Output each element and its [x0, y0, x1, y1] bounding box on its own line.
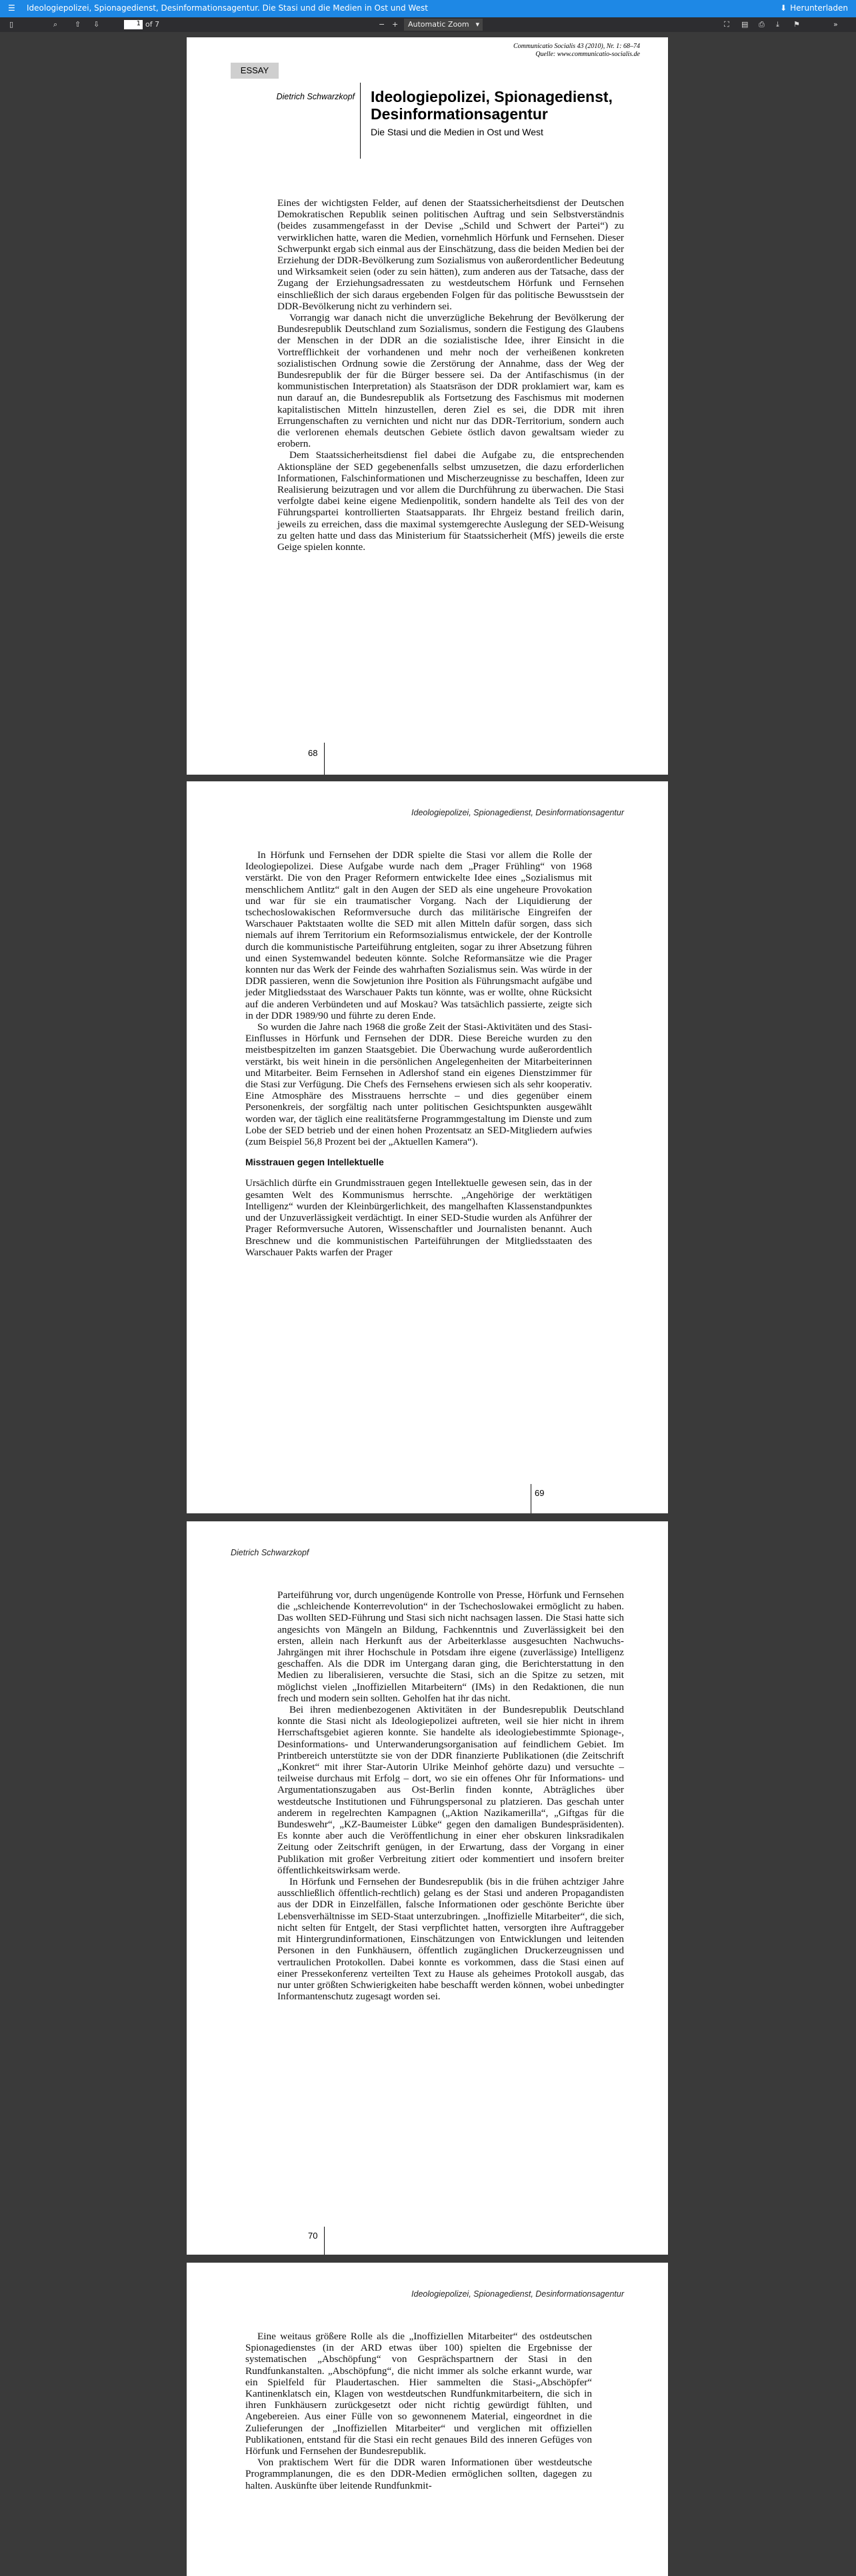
paragraph: Parteiführung vor, durch ungenügende Kontrolle von Presse, Hörfunk und Fernsehen die „schleichende Konterrevolution“ in der Tschechoslowakei ermöglicht zu haben. Das wollten SED-Führung und Stasi sich nicht nachsagen lassen. Die Stasi hatte sich angesichts von Mängeln an Bildung, Fachkenntnis und Zuverlässigkeit bei den ersten, allein nach Herkunft aus der Arbeiterklasse ausgesuchten Nachwuchs-Jahrgängen mit ihrer Hochschule in Potsdam ihre eigene (zuverlässige) Intelligenz geschaffen. Als die DDR im Untergang daran ging, die Berichterstattung in den Medien zu liberalisieren, versuchte die Stasi, sich an die Spitze zu setzen, mit möglichst vielen „Inoffiziellen Mitarbeitern“ (IMs) in den Redaktionen, die nun frech und modern sein sollten. Geholfen hat ihr das nicht. [277, 1589, 624, 1704]
paragraph: Dem Staatssicherheitsdienst fiel dabei die Aufgabe zu, die entsprechenden Aktionspläne der SED gegebenenfalls selbst umzusetzen, die dazu erforderlichen Informationen, Falschinformationen und Mischerzeugnisse zu beschaffen, Ideen zur Realisierung beizutragen und vor allem die Durchführung zu überwachen. Die Stasi verfolgte dabei keine eigene Medienpolitik, sondern handelte als Teil des von der Führungspartei kontrollierten Staatsapparats. Ihr Ehrgeiz bestand freilich darin, jeweils zu erreichen, dass die maximal systemgerechte Auslegung der SED-Weisung zu gelten hatte und dass das Ministerium für Staatssicherheit (MfS) jeweils die erste Geige spielen konnte. [277, 449, 624, 553]
page1-body [277, 197, 624, 553]
article-title-line2: Desinformationsagentur [371, 105, 548, 123]
paragraph: Eines der wichtigsten Felder, auf denen der Staatssicherheitsdienst der Deutschen Demokratischen Republik seinen politischen Auftrag und sein Selbstverständnis (beides zusammengefasst in der Devise „Schild und Schwert der Partei“) zu verwirklichen hatte, waren die Medien, vornehmlich Hörfunk und Fernsehen. Dieser Schwerpunkt ergab sich einmal aus der Einschätzung, dass die beiden Medien bei der Erziehung der DDR-Bevölkerung zum Sozialismus von außerordentlicher Bedeutung und Wirksamkeit seien (oder zu sein hätten), zum anderen aus der Tatsache, dass der Zugang der Erziehungsadressaten zu westdeutschem Hörfunk und Fernsehen einschließlich der sich daraus ergebenden Folgen für das politische Bewusstsein der DDR-Bevölkerung nicht zu verhindern sei. [277, 197, 624, 312]
pdf-page-1 [187, 37, 668, 775]
page-folio: 68 [308, 748, 318, 758]
zoom-select[interactable] [404, 19, 483, 31]
paragraph: Bei ihren medienbezogenen Aktivitäten in der Bundesrepublik Deutschland konnte die Stasi nicht als Ideologiepolizei auftreten, weil sie hier nicht in ihrem Herrschaftsgebiet agieren konnte. Sie handelte als ideologiebestimmte Spionage-, Desinformations- und Unterwanderungsorganisation auf feindlichem Gebiet. Im Printbereich unterstützte sie von der DDR finanzierte Publikationen (die Zeitschrift „Konkret“ mit ihrer Star-Autorin Ulrike Meinhof gehörte dazu) und versuchte – teilweise durchaus mit Erfolg – dort, wo sie ein offenes Ohr für Informations- und Argumentationszugaben aus Ost-Berlin finden konnte, Abträgliches über westdeutsche Institutionen und Führungspersonal zu platzieren. Das geschah unter anderem in regelrechten Kampagnen („Aktion Nazikamerilla“, „Giftgas für die Bundeswehr“, „KZ-Baumeister Lübke“ gegen den damaligen Bundespräsidenten). Es konnte aber auch die Veröffentlichung in einer eher obskuren linksradikalen Zeitung oder Zeitschrift genügen, in der Erwartung, dass der Vorgang in einer Publikation mit großer Verbreitung zitiert oder kommentiert und insofern breiter öffentlichkeitswirksam werde. [277, 1704, 624, 1876]
open-file-icon[interactable]: ▤ [741, 20, 749, 29]
running-head: Dietrich Schwarzkopf [231, 1548, 309, 1557]
previous-page-icon[interactable]: ⇧ [75, 20, 81, 29]
page-folio: 69 [535, 1488, 545, 1498]
paragraph: In Hörfunk und Fernsehen der Bundesrepublik (bis in die frühen achtziger Jahre ausschließlich öffentlich-rechtlich) gelang es der Stasi und anderen Propagandisten aus der DDR in Einzelfällen, falsche Informationen oder geschönte Berichte über Lebensverhältnisse im SED-Staat unterzubringen. „Inoffizielle Mitarbeiter“, die sich, nicht selten für Entgelt, der Stasi verpflichtet hatten, versorgten ihre Auftraggeber mit Hintergrundinformationen, Einschätzungen von Entwicklungen und leitenden Personen in den Funkhäusern, öffentlich zugänglichen Druckerzeugnissen und vertraulichen Protokollen. Dabei konnte es vorkommen, dass die Stasi einen auf einer Pressekonferenz verteilten Text zu Hause als geheimes Protokoll ausgab, das nur unter größten Schwierigkeiten habe beschafft werden können, wobei unbedingter Informantenschutz zugesagt worden sei. [277, 1876, 624, 2003]
paragraph: Von praktischem Wert für die DDR waren Informationen über westdeutsche Programmplanungen, die es den DDR-Medien ermöglichen sollten, dagegen zu halten. Auskünfte über leitende Rundfunkmit- [245, 2457, 592, 2491]
paragraph: Ursächlich dürfte ein Grundmisstrauen gegen Intellektuelle gewesen sein, das in der gesamten Welt des Kommunismus herrschte. „Angehörige der werktätigen Intelligenz“ wurden der Kleinbürgerlichkeit, des mangelhaften Klassenstandpunktes und der Unzuverlässigkeit verdächtigt. In einer SED-Studie wurden als Anführer der Prager Reformversuche Autoren, Wissenschaftler und Journalisten benannt. Auch Breschnew und die kommunistischen Parteiführungen der Mitgliedsstaaten des Warschauer Pakts warfen der Prager [245, 1177, 592, 1258]
sidebar-icon[interactable]: ▯ [9, 20, 14, 29]
download-small-icon[interactable]: ⤓ [776, 20, 779, 29]
page-folio: 70 [308, 2231, 318, 2241]
sidebar-toggle-icon[interactable]: ☰ [8, 3, 15, 13]
article-subtitle: Die Stasi und die Medien in Ost und West [371, 127, 543, 137]
title-divider [360, 83, 361, 159]
author-name: Dietrich Schwarzkopf [276, 92, 355, 101]
print-icon[interactable]: ⎙ [759, 20, 765, 29]
essay-badge: ESSAY [231, 63, 279, 79]
bookmark-icon[interactable]: ⚑ [793, 20, 800, 29]
section-heading: Misstrauen gegen Intellektuelle [245, 1157, 384, 1168]
page-number-input[interactable]: 1 [124, 20, 143, 29]
paragraph: Eine weitaus größere Rolle als die „Inoffiziellen Mitarbeiter“ des ostdeutschen Spionagedienstes (in der ARD etwas über 100) spielten die Ergebnisse der systematischen „Abschöpfung“ von Gesprächspartnern der Stasi in den Rundfunkanstalten. „Abschöpfung“, die nicht immer als solche erkannt wurde, war ein Spielfeld für Plaudertaschen. Hier sammelten die Stasi-„Abschöpfer“ Kantinenklatsch ein, Klagen von westdeutschen Rundfunkmitarbeitern, die sich in ihren Funkhäusern zurückgesetzt oder nicht richtig gewürdigt fühlten, und Angebereien. Aus einer Fülle von so gewonnenem Material, eingeordnet in die Zulieferungen der „Inoffiziellen Mitarbeiter“ und verglichen mit offiziellen Publikationen, entstand für die Stasi ein recht genaues Bild des inneren Gefüges von Hörfunk und Fernsehen der Bundesrepublik. [245, 2331, 592, 2457]
zoom-out-icon[interactable]: − [379, 20, 385, 29]
zoom-in-icon[interactable]: + [392, 20, 399, 29]
viewer-title-bar [0, 0, 856, 17]
chevron-down-icon: ▾ [475, 20, 479, 29]
zoom-value: Automatic Zoom [408, 20, 469, 29]
paragraph: So wurden die Jahre nach 1968 die große Zeit der Stasi-Aktivitäten und des Stasi-Einflusses in Hörfunk und Fernsehen der DDR. Diese Bereiche wurden zu den meistbespitzelten im ganzen Staatsgebiet. Die Überwachung wurde außerordentlich verstärkt, bis weit hinein in die persönlichen Angelegenheiten der Mitarbeiterinnen und Mitarbeiter. Beim Fernsehen in Adlershof stand ein eigenes Dienstzimmer für die Stasi zur Verfügung. Die Chefs des Fernsehens erwiesen sich als sehr kooperativ. Eine Atmosphäre des Misstrauens herrschte – und dies gegenüber einem Personenkreis, der sorgfältig nach unter politischen Gesichtspunkten ausgewählt worden war, der täglich eine realitätsferne Programmgestaltung im Dienste und zum Lobe der SED betrieb und der einen hohen Prozentsatz an SED-Mitgliedern aufwies (zum Beispiel 56,8 Prozent bei der „Aktuellen Kamera“). [245, 1021, 592, 1148]
paragraph: In Hörfunk und Fernsehen der DDR spielte die Stasi vor allem die Rolle der Ideologiepolizei. Diese Aufgabe wurde nach dem „Prager Frühling“ von 1968 verstärkt. Die von den Prager Reformern entwickelte Idee eines „Sozialismus mit menschlichem Antlitz“ galt in den Augen der SED als eine ungeheure Provokation und war für sie ein traumatischer Vorgang. Nach der Liquidierung der tschechoslowakischen Reformversuche durch das militärische Eingreifen der Warschauer Paktstaaten wollte die SED mit allen Mitteln dafür sorgen, dass sich niemals auf ihrem Territorium ein Reformsozialismus entwickele, der der Kontrolle durch die kommunistische Parteiführung entgleiten, sogar zu ihrer Absetzung führen und einen Systemwandel bedeuten könnte. Solche Reformansätze wie die Prager konnten nur das Werk der Feinde des wahrhaften Sozialismus sein. Was würde in der DDR passieren, wenn die Sowjetunion ihre Position als Führungsmacht aufgäbe und jeder Mitgliedsstaat des Warschauer Pakts tun könnte, was er wollte, ohne Rücksicht auf die anderen Verbündeten und auf Moskau? Was tatsächlich passierte, zeigte sich in der DDR 1989/90 und führte zu deren Ende. [245, 849, 592, 1021]
paragraph: Vorrangig war danach nicht die unverzügliche Bekehrung der Bevölkerung der Bundesrepublik Deutschland zum Sozialismus, sondern die Festigung des Glaubens der Menschen in der DDR an die sozialistische Idee, ihrer Einsicht in die Vortrefflichkeit der vorhandenen und mehr noch der verheißenen konkreten sozialistischen Ordnung sowie die Zerstörung der Annahme, dass der Weg der Bundesrepublik der für die Bürger bessere sei. Da der Antifaschismus (in der kommunistischen Interpretation) als Staatsräson der DDR proklamiert war, kam es nun darauf an, die Bundesrepublik als Fortsetzung des Faschismus mit modernen kapitalistischen Mitteln hinzustellen, deren Ziel es sei, die DDR mit ihren Errungenschaften zu vernichten und nicht nur das DDR-Territorium, sondern auch die verlorenen ehemals deutschen Gebiete östlich davon gewaltsam wieder zu erobern. [277, 312, 624, 450]
page3-body [277, 1589, 624, 2002]
next-page-icon[interactable]: ⇩ [93, 20, 100, 29]
page2-body [245, 849, 592, 1258]
journal-citation: Communicatio Socialis 43 (2010), Nr. 1: 68–74 [513, 43, 640, 50]
running-head: Ideologiepolizei, Spionagedienst, Desinformationsagentur [411, 2289, 624, 2299]
folio-rule [324, 743, 325, 775]
search-icon[interactable]: ⌕ [53, 20, 58, 29]
download-button[interactable] [780, 3, 848, 13]
page-total: of 7 [145, 20, 160, 29]
pdf-page-4 [187, 2263, 668, 2576]
download-icon: ⬇ [780, 3, 787, 13]
tools-icon[interactable]: » [833, 20, 838, 29]
running-head: Ideologiepolizei, Spionagedienst, Desinformationsagentur [411, 808, 624, 817]
document-title: Ideologiepolizei, Spionagedienst, Desinformationsagentur. Die Stasi und die Medien in Ost und West [27, 3, 428, 13]
article-title-line1: Ideologiepolizei, Spionagedienst, [371, 88, 613, 105]
pdf-page-3 [187, 1521, 668, 2255]
journal-source: Quelle: www.communicatio-socialis.de [535, 51, 640, 58]
folio-rule [324, 2227, 325, 2255]
pdf-page-2 [187, 781, 668, 1513]
presentation-mode-icon[interactable]: ⛶ [724, 20, 729, 29]
download-label: Herunterladen [790, 3, 848, 13]
page4-body [245, 2331, 592, 2491]
